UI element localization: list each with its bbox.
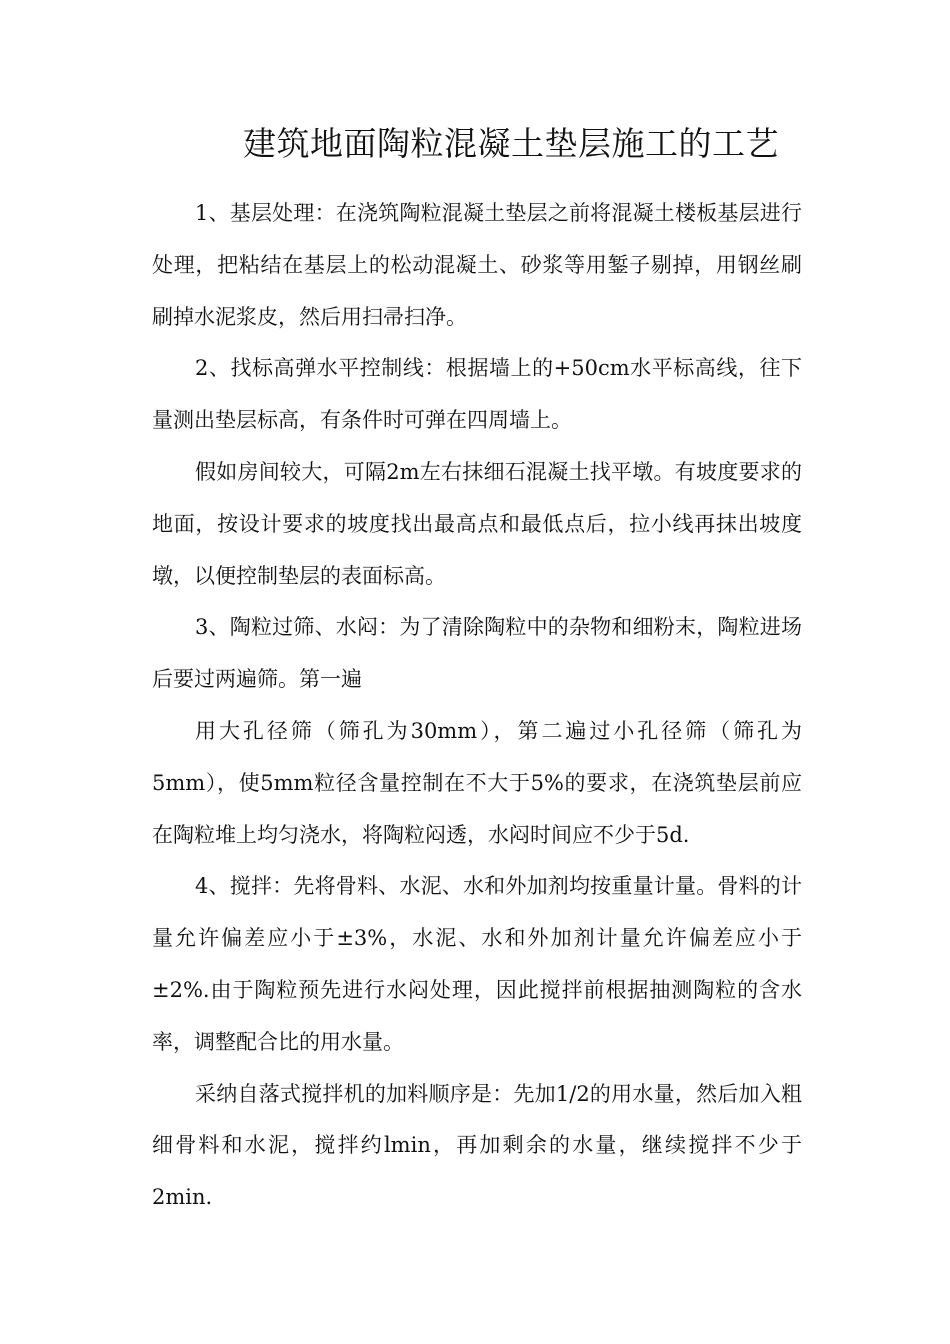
paragraph-mixing: 4、搅拌：先将骨料、水泥、水和外加剂均按重量计量。骨料的计量允许偏差应小于±3%，水泥、水和外加剂计量允许偏差应小于±2%.由于陶粒预先进行水闷处理，因此搅拌前根据抽测陶粒的含水率，调整配合比的用水量。 (152, 874, 802, 1054)
document-title: 建筑地面陶粒混凝土垫层施工的工艺 (243, 124, 779, 163)
paragraph-base-treatment: 1、基层处理：在浇筑陶粒混凝土垫层之前将混凝土楼板基层进行处理，把粘结在基层上的松动混凝土、砂浆等用錾子剔掉，用钢丝刷刷掉水泥浆皮，然后用扫帚扫净。 (152, 201, 802, 329)
paragraph-level-line: 2、找标高弹水平控制线：根据墙上的+50cm水平标高线，往下量测出垫层标高，有条件时可弹在四周墙上。 (152, 356, 802, 433)
paragraph-loading-order: 采纳自落式搅拌机的加料顺序是：先加1/2的用水量，然后加入粗细骨料和水泥，搅拌约lmin，再加剩余的水量，继续搅拌不少于2min. (152, 1081, 802, 1210)
paragraph-sieve-sizes: 用大孔径筛（筛孔为30mm），第二遍过小孔径筛（筛孔为5mm），使5mm粒径含量控制在不大于5%的要求，在浇筑垫层前应在陶粒堆上均匀浇水，将陶粒闷透，水闷时间应不少于5d. (152, 718, 802, 847)
document-body (152, 188, 802, 1224)
paragraph-leveling-piers: 假如房间较大，可隔2m左右抹细石混凝土找平墩。有坡度要求的地面，按设计要求的坡度找出最高点和最低点后，拉小线再抹出坡度墩，以便控制垫层的表面标高。 (152, 459, 802, 588)
paragraph-sieving: 3、陶粒过筛、水闷：为了清除陶粒中的杂物和细粉末，陶粒进场后要过两遍筛。第一遍 (152, 615, 802, 692)
